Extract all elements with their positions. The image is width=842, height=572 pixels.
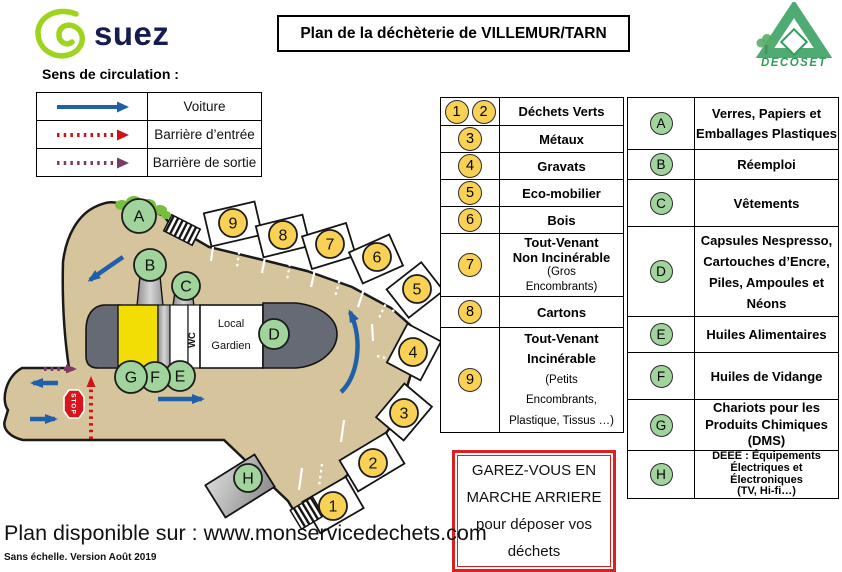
- building-gray-strip: [158, 305, 170, 368]
- table-row: [628, 450, 838, 498]
- marker-badge-9: 9: [458, 368, 482, 392]
- row-badges: [441, 234, 500, 296]
- legend-row-2: [37, 120, 261, 148]
- row-badges: [628, 227, 695, 316]
- legend-label: Barrière de sortie: [152, 155, 257, 170]
- table-row: [441, 152, 623, 179]
- decoset-logo-icon: [748, 2, 840, 70]
- map-marker-3: [390, 399, 418, 427]
- page-title: Plan de la déchèterie de VILLEMUR/TARN: [277, 15, 630, 52]
- table-row: [441, 125, 623, 152]
- row-label: Vêtements: [733, 195, 800, 211]
- map-marker-9: [219, 209, 247, 237]
- stop-sign-label: STOP: [69, 393, 77, 415]
- row-badges: [628, 180, 695, 226]
- map-marker-H: [234, 464, 262, 492]
- row-label: Chariots pour les Produits Chimiques (DMS): [705, 400, 828, 449]
- marker-badge-C: C: [650, 192, 673, 215]
- svg-text:1: 1: [328, 498, 338, 516]
- map-marker-G: [115, 361, 147, 393]
- marker-badge-G: G: [650, 414, 673, 437]
- legend-row-1: [37, 93, 261, 120]
- decoset-wordmark: DECOSET: [760, 57, 828, 69]
- row-badges: [628, 150, 695, 179]
- table-row: [628, 179, 838, 226]
- table-row: [628, 316, 838, 352]
- row-badges: [441, 328, 500, 432]
- row-label: Huiles de Vidange: [710, 368, 823, 384]
- suez-logo-icon: [30, 6, 92, 60]
- circulation-legend: [36, 92, 262, 177]
- legend-label: Barrière d’entrée: [154, 127, 255, 142]
- notice-line: déchets: [507, 543, 561, 560]
- row-label: Déchets Verts: [518, 104, 605, 119]
- marker-badge-D: D: [650, 260, 673, 283]
- svg-text:6: 6: [372, 249, 382, 267]
- row-label: Eco-mobilier: [522, 185, 601, 201]
- table-row: [628, 149, 838, 179]
- guard-room-label-1: Local: [217, 318, 245, 330]
- map-marker-C: [172, 272, 200, 300]
- map-marker-5: [403, 275, 431, 303]
- row-badges: [628, 400, 695, 450]
- svg-text:A: A: [133, 208, 145, 226]
- dotted-arrow-icon: [37, 121, 148, 148]
- marker-badge-3: 3: [458, 127, 482, 151]
- marker-badge-2: 2: [472, 100, 496, 124]
- building-yellow-block: [118, 305, 158, 368]
- marker-badge-H: H: [650, 463, 673, 486]
- row-badges: [628, 451, 695, 498]
- plan-version-text: Sans échelle. Version Août 2019: [4, 552, 157, 563]
- svg-text:9: 9: [228, 215, 238, 233]
- row-badges: [628, 98, 695, 149]
- table-row: [628, 98, 838, 149]
- row-label: Gravats: [537, 158, 586, 174]
- notice-line: GAREZ-VOUS EN: [471, 462, 597, 479]
- table-row: [628, 399, 838, 450]
- marker-badge-5: 5: [458, 181, 482, 205]
- svg-text:3: 3: [399, 405, 409, 423]
- marker-badge-F: F: [650, 365, 673, 388]
- solid-arrow-icon: [37, 93, 148, 120]
- row-label: Capsules Nespresso, Cartouches d’Encre, Piles, Ampoules et Néons: [700, 232, 833, 311]
- numbered-waste-table: [440, 97, 624, 433]
- notice-line: pour déposer vos: [476, 516, 592, 533]
- svg-text:7: 7: [325, 236, 335, 254]
- row-badges: [628, 317, 695, 352]
- map-marker-A: [122, 199, 156, 233]
- row-label: Tout-Venant Non Incinérable (Gros Encombrants): [512, 235, 611, 293]
- guard-room: [200, 305, 263, 368]
- marker-badge-8: 8: [458, 300, 482, 324]
- lettered-waste-table: [627, 97, 839, 499]
- svg-text:C: C: [180, 278, 192, 296]
- map-marker-2: [359, 449, 387, 477]
- row-badges: [441, 180, 500, 206]
- row-label: Cartons: [536, 304, 587, 320]
- wc-label: WC: [187, 332, 198, 348]
- svg-text:B: B: [144, 257, 156, 275]
- table-row: [441, 98, 623, 125]
- svg-text:G: G: [124, 369, 138, 387]
- map-marker-B: [134, 249, 166, 281]
- row-badges: [441, 207, 500, 233]
- map-marker-6: [363, 243, 391, 271]
- marker-badge-A: A: [650, 112, 673, 135]
- parking-notice: [452, 450, 616, 572]
- marker-badge-1: 1: [445, 100, 469, 124]
- dotted-arrow-icon: [37, 149, 148, 176]
- stop-sign: [64, 390, 84, 418]
- row-badges: [441, 126, 500, 152]
- row-label: Verres, Papiers et Emballages Plastiques: [696, 105, 837, 141]
- row-badges: [628, 353, 695, 399]
- row-badges: [441, 153, 500, 179]
- map-marker-1: [319, 492, 347, 520]
- plan-availability-text: Plan disponible sur : www.monservicedechets.com: [4, 521, 487, 545]
- map-marker-4: [399, 338, 427, 366]
- svg-text:8: 8: [278, 227, 288, 245]
- row-label: Huiles Alimentaires: [706, 327, 827, 342]
- table-row: [628, 352, 838, 399]
- marker-badge-4: 4: [458, 154, 482, 178]
- legend-label: Voiture: [183, 99, 226, 114]
- row-label: Tout-Venant Incinérable (Petits Encombrants, Plastique, Tissus …): [509, 330, 614, 427]
- notice-line: MARCHE ARRIERE: [466, 489, 602, 506]
- legend-title: Sens de circulation :: [42, 66, 179, 82]
- table-row: [441, 327, 623, 432]
- svg-text:2: 2: [368, 455, 378, 473]
- row-label: DEEE : Équipements Électriques et Électroniques (TV, Hi-fi…): [712, 449, 821, 498]
- svg-text:5: 5: [412, 281, 422, 299]
- table-row: [441, 296, 623, 327]
- row-badges: [441, 98, 500, 125]
- site-map: [0, 185, 450, 560]
- svg-text:F: F: [150, 369, 160, 387]
- map-marker-7: [316, 230, 344, 258]
- svg-text:D: D: [268, 326, 280, 344]
- map-marker-D: [259, 319, 289, 349]
- building-white-strip: [170, 305, 188, 368]
- svg-text:4: 4: [408, 344, 418, 362]
- table-row: [441, 179, 623, 206]
- table-row: [441, 206, 623, 233]
- legend-row-3: [37, 148, 261, 176]
- suez-wordmark: suez: [94, 15, 170, 52]
- marker-badge-6: 6: [458, 208, 482, 232]
- marker-badge-7: 7: [458, 253, 482, 277]
- svg-text:E: E: [174, 368, 186, 386]
- building-left-block: [86, 305, 120, 368]
- svg-text:H: H: [242, 470, 254, 488]
- map-marker-8: [269, 221, 297, 249]
- guard-room-label-2: Gardien: [211, 340, 251, 352]
- table-row: [441, 233, 623, 296]
- row-badges: [441, 297, 500, 327]
- row-label: Réemploi: [737, 157, 796, 172]
- marker-badge-B: B: [650, 153, 673, 176]
- table-row: [628, 226, 838, 316]
- marker-badge-E: E: [650, 323, 673, 346]
- row-label: Métaux: [539, 131, 584, 147]
- row-label: Bois: [547, 212, 576, 228]
